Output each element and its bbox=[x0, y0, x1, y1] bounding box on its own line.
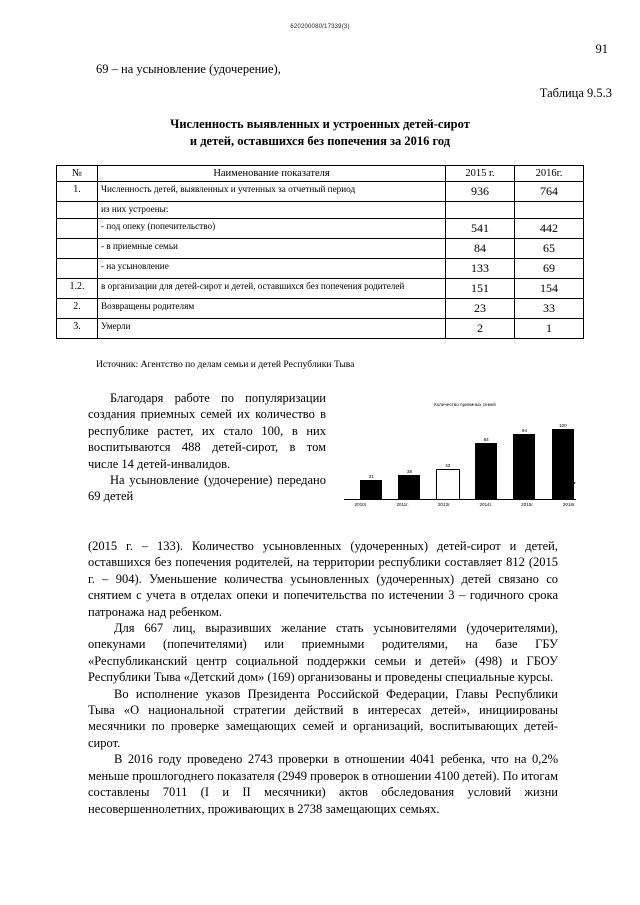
table-row bbox=[57, 218, 584, 238]
row-number bbox=[57, 202, 98, 219]
table-row bbox=[57, 238, 584, 258]
row-indicator: Возвращены родителям bbox=[98, 298, 446, 318]
chart-bar bbox=[436, 469, 460, 499]
chart-x-label: 2015г. bbox=[521, 502, 534, 507]
paragraph-4: Во исполнение указов Президента Российской Федерации, Главы Республики Тыва «О национальной стратегии действий в интересах детей», инициированы месячники по проверке замещающих семей и организаций, воспитывающих детей-сирот. bbox=[88, 686, 558, 750]
paragraph-2-lead: На усыновление (удочерение) передано 69 детей bbox=[88, 473, 326, 504]
row-value-2016: 33 bbox=[515, 298, 584, 318]
chart-x-label: 2013г. bbox=[437, 502, 451, 507]
table-row bbox=[57, 278, 584, 298]
chart-bar-group bbox=[359, 416, 383, 499]
chart-bar bbox=[475, 443, 497, 499]
table-row bbox=[57, 318, 584, 338]
left-column-text bbox=[88, 390, 326, 505]
column-header-2016: 2016г. bbox=[515, 166, 584, 182]
pre-table-line: 69 – на усыновление (удочерение), bbox=[96, 62, 281, 76]
row-number bbox=[57, 218, 98, 238]
table-title-line-1: Численность выявленных и устроенных детей-сирот bbox=[170, 117, 470, 131]
main-text-block bbox=[88, 538, 558, 817]
chart-title: Количество приемных семей bbox=[434, 402, 496, 407]
row-value-2016: 69 bbox=[515, 258, 584, 278]
row-value-2016: 154 bbox=[515, 278, 584, 298]
table-label: Таблица 9.5.3 bbox=[539, 86, 612, 100]
row-indicator: - в приемные семьи bbox=[98, 238, 446, 258]
chart-bar-label: 43 bbox=[445, 462, 451, 468]
column-header-indicator: Наименование показателя bbox=[98, 166, 446, 182]
paragraph-2-rest: (2015 г. – 133). Количество усыновленных (удочеренных) детей-сирот и детей, оставшихся без попечения родителей, на территории республики составляет 812 (2015 г. – 904). Уменьшение количества усыновленных (удочеренных) детей связано со снятием с учета в отделах опеки и попечительства по истечении 3 – годичного срока патронажа над ребенком. bbox=[88, 539, 558, 619]
table-title-line-2: и детей, оставшихся без попечения за 2016 год bbox=[189, 134, 451, 148]
row-value-2015: 84 bbox=[446, 238, 515, 258]
table-row bbox=[57, 258, 584, 278]
row-value-2015 bbox=[446, 202, 515, 219]
chart-bars bbox=[352, 416, 582, 499]
row-number: 3. bbox=[57, 318, 98, 338]
chart-x-label: 2014г. bbox=[479, 502, 493, 507]
column-header-2015: 2015 г. bbox=[446, 166, 515, 182]
row-value-2015: 23 bbox=[446, 298, 515, 318]
chart-axis-line bbox=[344, 499, 576, 500]
row-indicator: в организации для детей-сирот и детей, оставшихся без попечения родителей bbox=[98, 278, 446, 298]
row-number: 1. bbox=[57, 182, 98, 202]
chart-bar bbox=[360, 480, 382, 499]
chart-x-label: 2010г. bbox=[354, 502, 368, 507]
chart-bar-group bbox=[436, 416, 460, 499]
chart-bar-label: 94 bbox=[521, 428, 528, 434]
paragraph-5: В 2016 году проведено 2743 проверки в отношении 4041 ребенка, что на 0,2% меньше прошлогоднего показателя (2949 проверок в отношении 4100 детей). По итогам составлены 7011 (I и II месячники) актов обследования условий жизни несовершеннолетних, проживающих в 2738 замещающих семьях. bbox=[88, 752, 558, 816]
document-code: 620200080/17339(3) bbox=[290, 24, 350, 30]
table-header-row bbox=[57, 166, 584, 182]
bar-chart bbox=[340, 402, 590, 524]
chart-bar-label: 100 bbox=[558, 423, 567, 429]
chart-bar-group bbox=[512, 416, 536, 499]
column-header-number: № bbox=[57, 166, 98, 182]
chart-bar-group bbox=[474, 416, 498, 499]
chart-bar-label: 84 bbox=[483, 436, 489, 442]
table-row bbox=[57, 182, 584, 202]
row-value-2015: 541 bbox=[446, 218, 515, 238]
chart-bar-label: 31 bbox=[368, 473, 374, 479]
row-number: 1.2. bbox=[57, 278, 98, 298]
paragraph-3: Для 667 лиц, выразивших желание стать усыновителями (удочерителями), опекунами (попечителями) или приемными родителями, на базе ГБУ «Республиканский центр социальной поддержки семьи и детей» (498) и ГБОУ Республики Тыва «Детский дом» (169) организованы и проведены специальные курсы. bbox=[88, 621, 558, 685]
row-number bbox=[57, 238, 98, 258]
chart-bar-group bbox=[397, 416, 421, 499]
paragraph-1: Благодаря работе по популяризации создания приемных семей их количество в республике растет, их стало 100, в них воспитываются 488 детей-сирот, в том числе 14 детей-инвалидов. bbox=[88, 391, 326, 471]
chart-plot-area bbox=[352, 416, 582, 499]
chart-x-axis-labels bbox=[340, 502, 590, 507]
page-number: 91 bbox=[595, 42, 608, 56]
statistics-table bbox=[56, 165, 584, 339]
row-indicator: Умерли bbox=[98, 318, 446, 338]
row-value-2015: 151 bbox=[446, 278, 515, 298]
row-indicator: - под опеку (попечительство) bbox=[98, 218, 446, 238]
row-indicator: Численность детей, выявленных и учтенных за отчетный период bbox=[98, 182, 446, 202]
row-indicator: - на усыновление bbox=[98, 258, 446, 278]
row-value-2016: 764 bbox=[515, 182, 584, 202]
chart-bar-label: 38 bbox=[406, 468, 413, 474]
source-note: Источник: Агентство по делам семьи и детей Республики Тыва bbox=[96, 359, 355, 370]
table-title bbox=[0, 116, 640, 150]
row-value-2016: 442 bbox=[515, 218, 584, 238]
row-value-2016 bbox=[515, 202, 584, 219]
row-value-2015: 133 bbox=[446, 258, 515, 278]
chart-bar bbox=[398, 475, 420, 499]
table-row bbox=[57, 298, 584, 318]
row-value-2015: 2 bbox=[446, 318, 515, 338]
row-value-2016: 65 bbox=[515, 238, 584, 258]
chart-bar bbox=[513, 434, 535, 499]
row-indicator: из них устроены: bbox=[98, 202, 446, 219]
row-value-2016: 1 bbox=[515, 318, 584, 338]
row-number bbox=[57, 258, 98, 278]
row-value-2015: 936 bbox=[446, 182, 515, 202]
chart-x-label: 2011г. bbox=[396, 502, 409, 507]
table-row bbox=[57, 202, 584, 219]
row-number: 2. bbox=[57, 298, 98, 318]
chart-x-label: 2016г. bbox=[562, 502, 576, 507]
